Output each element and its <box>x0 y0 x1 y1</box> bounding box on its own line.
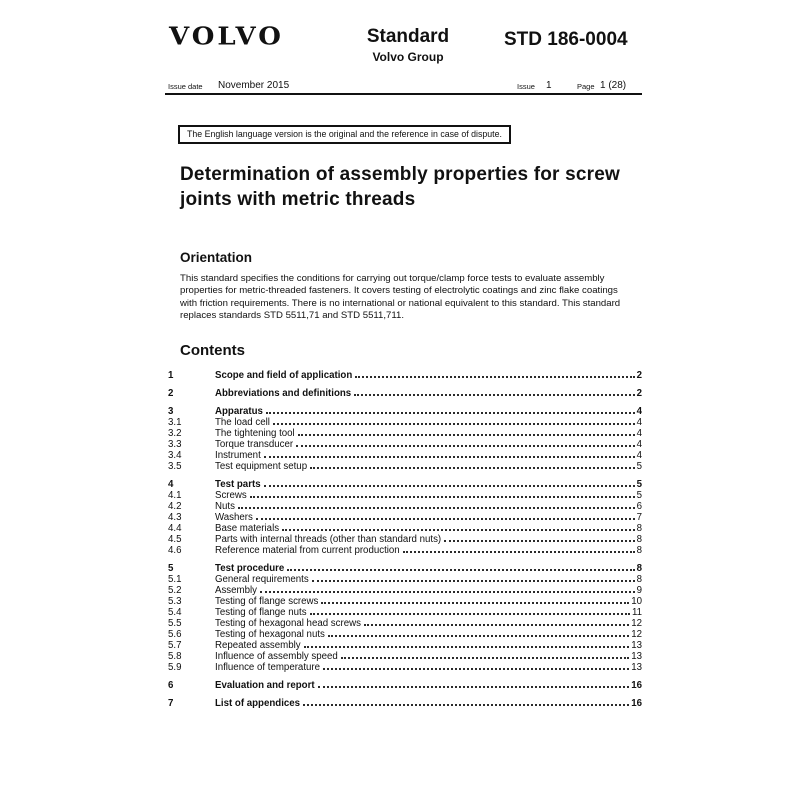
toc-row <box>168 439 642 450</box>
issue-date-value: November 2015 <box>218 80 290 91</box>
toc-row <box>168 662 642 673</box>
dispute-notice-box: The English language version is the original and the reference in case of dispute. <box>178 125 511 144</box>
toc-row <box>168 698 642 709</box>
toc-row <box>168 370 642 381</box>
orientation-heading: Orientation <box>180 250 253 265</box>
toc-entry-label: Nuts <box>215 501 235 512</box>
issue-date-label: Issue date <box>168 82 203 91</box>
toc-entry-page: 7 <box>636 512 642 523</box>
toc-dot-leader <box>304 646 630 648</box>
toc-dot-leader <box>260 591 635 593</box>
toc-entry-number: 4.3 <box>168 512 182 523</box>
toc-dot-leader <box>312 580 635 582</box>
contents-heading: Contents <box>180 342 245 359</box>
toc-entry-number: 5.9 <box>168 662 182 673</box>
issue-label: Issue <box>517 82 535 91</box>
toc-entry-label: Testing of flange nuts <box>215 607 307 618</box>
toc-entry-label: Evaluation and report <box>215 680 315 691</box>
toc-entry-page: 13 <box>631 651 642 662</box>
toc-entry-number: 5.6 <box>168 629 182 640</box>
toc-entry-label: The tightening tool <box>215 428 295 439</box>
toc-row <box>168 545 642 556</box>
toc-entry-page: 5 <box>636 490 642 501</box>
toc-entry-page: 12 <box>631 629 642 640</box>
toc-row <box>168 651 642 662</box>
toc-entry-page: 5 <box>636 461 642 472</box>
toc-entry-page: 16 <box>631 698 642 709</box>
toc-dot-leader <box>354 394 634 396</box>
toc-dot-leader <box>323 668 629 670</box>
toc-row <box>168 512 642 523</box>
toc-entry-number: 5.7 <box>168 640 182 651</box>
toc-entry-page: 8 <box>636 563 642 574</box>
toc-dot-leader <box>403 551 635 553</box>
toc-entry-page: 9 <box>636 585 642 596</box>
toc-dot-leader <box>238 507 635 509</box>
toc-dot-leader <box>298 434 635 436</box>
toc-entry-page: 4 <box>636 406 642 417</box>
toc-entry-label: Influence of temperature <box>215 662 321 673</box>
toc-row <box>168 501 642 512</box>
toc-entry-number: 3.3 <box>168 439 182 450</box>
toc-entry-page: 8 <box>636 545 642 556</box>
toc-entry-page: 5 <box>636 479 642 490</box>
toc-entry-page: 8 <box>636 574 642 585</box>
toc-entry-label: Test parts <box>215 479 261 490</box>
toc-entry-number: 5.2 <box>168 585 182 596</box>
toc-entry-label: Torque transducer <box>215 439 294 450</box>
toc-entry-label: Instrument <box>215 450 261 461</box>
toc-dot-leader <box>264 456 635 458</box>
toc-entry-label: Assembly <box>215 585 257 596</box>
toc-list <box>168 363 642 709</box>
toc-entry-number: 5 <box>168 563 174 574</box>
toc-row <box>168 640 642 651</box>
toc-entry-label: Influence of assembly speed <box>215 651 338 662</box>
toc-entry-number: 5.4 <box>168 607 182 618</box>
toc-entry-label: Reference material from current production <box>215 545 400 556</box>
toc-dot-leader <box>310 467 635 469</box>
toc-row <box>168 406 642 417</box>
toc-entry-page: 13 <box>631 662 642 673</box>
toc-entry-number: 4.6 <box>168 545 182 556</box>
toc-entry-number: 2 <box>168 388 174 399</box>
toc-row <box>168 629 642 640</box>
toc-dot-leader <box>256 518 635 520</box>
toc-row <box>168 680 642 691</box>
doc-number: STD 186-0004 <box>504 29 628 50</box>
toc-dot-leader <box>341 657 629 659</box>
toc-entry-number: 3.4 <box>168 450 182 461</box>
toc-row <box>168 534 642 545</box>
toc-entry-number: 3 <box>168 406 174 417</box>
toc-entry-page: 2 <box>636 388 642 399</box>
toc-entry-page: 11 <box>631 607 642 618</box>
issue-value: 1 <box>546 80 552 91</box>
toc-entry-page: 4 <box>636 417 642 428</box>
volvo-logo: VOLVO <box>169 23 284 51</box>
toc-row <box>168 450 642 461</box>
toc-entry-page: 6 <box>636 501 642 512</box>
toc-dot-leader <box>264 485 635 487</box>
standard-block <box>328 27 488 64</box>
toc-entry-number: 5.8 <box>168 651 182 662</box>
toc-row <box>168 417 642 428</box>
toc-entry-page: 13 <box>631 640 642 651</box>
toc-entry-number: 3.1 <box>168 417 182 428</box>
toc-entry-label: Repeated assembly <box>215 640 301 651</box>
toc-dot-leader <box>287 569 634 571</box>
toc-entry-number: 3.5 <box>168 461 182 472</box>
toc-entry-number: 5.3 <box>168 596 182 607</box>
toc-dot-leader <box>310 613 630 615</box>
header-divider <box>165 93 642 95</box>
toc-entry-number: 3.2 <box>168 428 182 439</box>
toc-row <box>168 585 642 596</box>
toc-dot-leader <box>266 412 635 414</box>
toc-row <box>168 563 642 574</box>
toc-entry-number: 7 <box>168 698 174 709</box>
toc-entry-page: 4 <box>636 450 642 461</box>
toc-row <box>168 461 642 472</box>
org-name: Volvo Group <box>372 49 444 64</box>
toc-row <box>168 618 642 629</box>
toc-entry-number: 4.4 <box>168 523 182 534</box>
page-value: 1 (28) <box>600 80 627 91</box>
toc-entry-label: Screws <box>215 490 247 501</box>
toc-dot-leader <box>364 624 629 626</box>
toc-entry-label: Test procedure <box>215 563 285 574</box>
toc-entry-label: Testing of hexagonal head screws <box>215 618 361 629</box>
toc-entry-label: Test equipment setup <box>215 461 308 472</box>
toc-entry-label: Scope and field of application <box>215 370 353 381</box>
toc-entry-page: 2 <box>636 370 642 381</box>
toc-dot-leader <box>328 635 629 637</box>
toc-row <box>168 596 642 607</box>
toc-entry-number: 4.2 <box>168 501 182 512</box>
toc-row <box>168 428 642 439</box>
toc-entry-number: 6 <box>168 680 174 691</box>
toc-entry-page: 10 <box>631 596 642 607</box>
toc-entry-number: 1 <box>168 370 174 381</box>
toc-entry-label: Base materials <box>215 523 280 534</box>
toc-entry-number: 5.1 <box>168 574 182 585</box>
orientation-body: This standard specifies the conditions for carrying out torque/clamp force tests to evaluate assembly properties for metric-threaded fasteners. It covers testing of electrolytic coatings and zinc flake coatings with friction requirements. There is no international or national equivalent to this standard. This standard replaces standards STD 5511,71 and STD 5511,711. <box>180 273 621 321</box>
toc-entry-page: 4 <box>636 439 642 450</box>
toc-row <box>168 490 642 501</box>
toc-entry-label: List of appendices <box>215 698 301 709</box>
toc-entry-number: 5.5 <box>168 618 182 629</box>
toc-row <box>168 388 642 399</box>
toc-dot-leader <box>444 540 634 542</box>
toc-dot-leader <box>273 423 635 425</box>
toc-row <box>168 479 642 490</box>
toc-entry-page: 16 <box>631 680 642 691</box>
toc-row <box>168 574 642 585</box>
toc-dot-leader <box>303 704 629 706</box>
toc-entry-label: Parts with internal threads (other than standard nuts) <box>215 534 442 545</box>
toc-entry-page: 4 <box>636 428 642 439</box>
document-title: Determination of assembly properties for screw joints with metric threads <box>180 164 620 210</box>
toc-entry-label: Abbreviations and definitions <box>215 388 352 399</box>
toc-dot-leader <box>318 686 630 688</box>
toc-entry-number: 4 <box>168 479 174 490</box>
toc-dot-leader <box>296 445 635 447</box>
toc-entry-label: Testing of flange screws <box>215 596 319 607</box>
toc-dot-leader <box>282 529 635 531</box>
toc-entry-page: 12 <box>631 618 642 629</box>
toc-entry-page: 8 <box>636 523 642 534</box>
toc-dot-leader <box>355 376 634 378</box>
toc-entry-label: Washers <box>215 512 253 523</box>
doc-type-label: Standard <box>366 26 450 47</box>
toc-entry-number: 4.1 <box>168 490 182 501</box>
toc-entry-label: Testing of hexagonal nuts <box>215 629 325 640</box>
toc-entry-label: General requirements <box>215 574 309 585</box>
toc-dot-leader <box>250 496 635 498</box>
toc-entry-number: 4.5 <box>168 534 182 545</box>
toc-entry-label: The load cell <box>215 417 270 428</box>
toc-entry-label: Apparatus <box>215 406 263 417</box>
page-label: Page <box>577 82 595 91</box>
toc-row <box>168 523 642 534</box>
toc-dot-leader <box>321 602 629 604</box>
toc-entry-page: 8 <box>636 534 642 545</box>
issue-row <box>165 77 642 93</box>
toc-row <box>168 607 642 618</box>
